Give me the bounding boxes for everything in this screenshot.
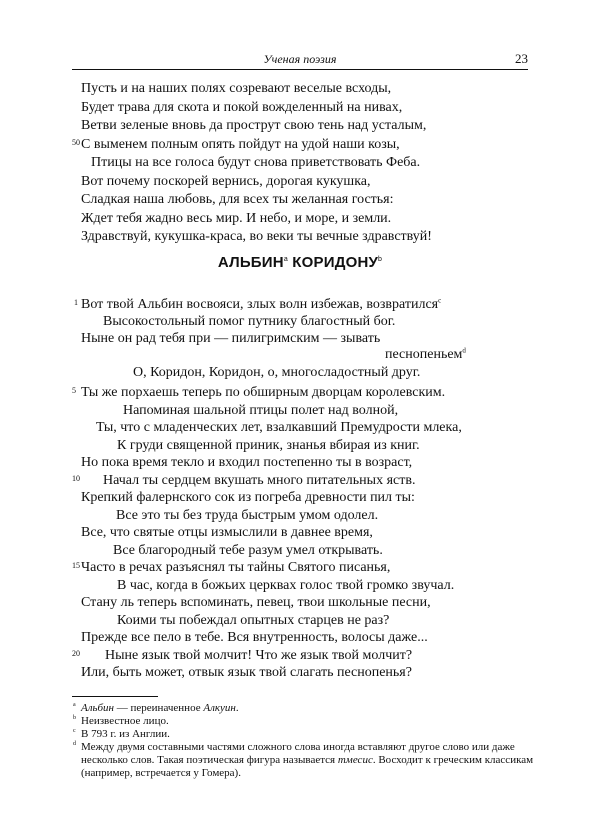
footnote-mark: b [73,715,76,721]
line-number: 50 [72,137,80,147]
poem-title [0,254,600,271]
book-page: Ученая поэзия 23 Пусть и на наших полях созревают веселые всходы, Будет трава для скота и покой вожделенный на нивах, Ветви зеленые вновь да прострут свою тень над усталым, 50 С выменем полным опять пойдут на удой наши козы, Птицы на все голоса будут снова приветствовать Феба. Вот почему поскорей вернись, дорогая кукушка, Сладкая наша любовь, для всех ты желанная гостья: Ждет тебя жадно весь мир. И небо, и море, и земли. АЛЬБИН$^a$ КОРИДОНУ$^b$ 1 Вот твой Альбин восвояси, злых волн избежав, возвратился$^c$ Высокостольный помог путнику благостный бог. Ныне он рад тебя при — пилигримским — зывать песнопеньем$^d$ О, Коридон, Коридон, о, многосладостный друг. 5 Ты же порхаешь теперь по обширным дворцам королевским. Напоминая шальной птицы полет над волной, Ты, что с младенческих лет, взалкавший Премудрости млека, К груди священной приник, знанья вбирая из книг. Но пока время текло и входил постепенно ты в возраст, 10 Начал ты сердцем вкушать много питательных яств. Крепкий фалернского сок из погреба древности пил ты: Все это ты без труда быстрым умом одолел. Все, что святые отцы измыслили в давнее время, Все благородный тебе разум умел открывать. 15 Часто в речах разъяснял ты тайны Святого писанья, В час, когда в божьих церквах голос твой громко звучал. Стану ль теперь вспоминать, певец, твои школьные песни, Коими ты побеждал опытных старцев не раз? a Альбин — переиначенное Алкуин. b Неизвестное лицо. c В 793 г. из Англии. d Между двумя составными частями сложного слова иногда вставляют другое слово или даже несколько слов. Такая поэтическая фигура называется тмесис. Восходит к греческим классикам (например, встречается у Гомера). Здравствуй, кукушка-краса, во веки ты вечные здравствуй! Прежде все пело в тебе. Вся внутренность, волосы даже... 20 Ныне язык твой молчит! Что же язык твой молчит? Или, быть может, отвык язык твой слагать песнопенья? [0,0,600,837]
header-rule [72,69,528,70]
footnote-mark: b [378,256,383,263]
footnote-mark: d [462,346,466,355]
footnote-c: c В 793 г. из Англии. [73,728,170,740]
footnote-mark: d [73,741,76,747]
footnote-b: b Неизвестное лицо. [73,715,169,727]
footnote-mark: c [438,296,442,305]
title-name-1: АЛЬБИН [217,254,284,271]
line-number: 5 [72,386,76,395]
footnote-d: d Между двумя составными частями сложного слова иногда вставляют другое слово или даже несколько слов. Такая поэтическая фигура называется тмесис. Восходит к греческим классикам (например, встречается у Гомера). [73,741,534,779]
footnote-a: a Альбин — переиначенное Алкуин. [73,702,239,714]
line-number: 1 [74,298,78,307]
footnote-rule [72,696,158,697]
line-number: 20 [72,648,80,658]
page-number: 23 [515,51,528,66]
running-head [72,50,528,70]
title-name-2: КОРИДОНУ [292,254,379,271]
footnote-mark: a [283,256,288,263]
line-number: 10 [72,473,80,483]
footnote-mark: a [73,702,76,708]
running-title: Ученая поэзия [263,52,337,66]
footnote-mark: c [73,728,76,734]
line-number: 15 [72,561,80,570]
